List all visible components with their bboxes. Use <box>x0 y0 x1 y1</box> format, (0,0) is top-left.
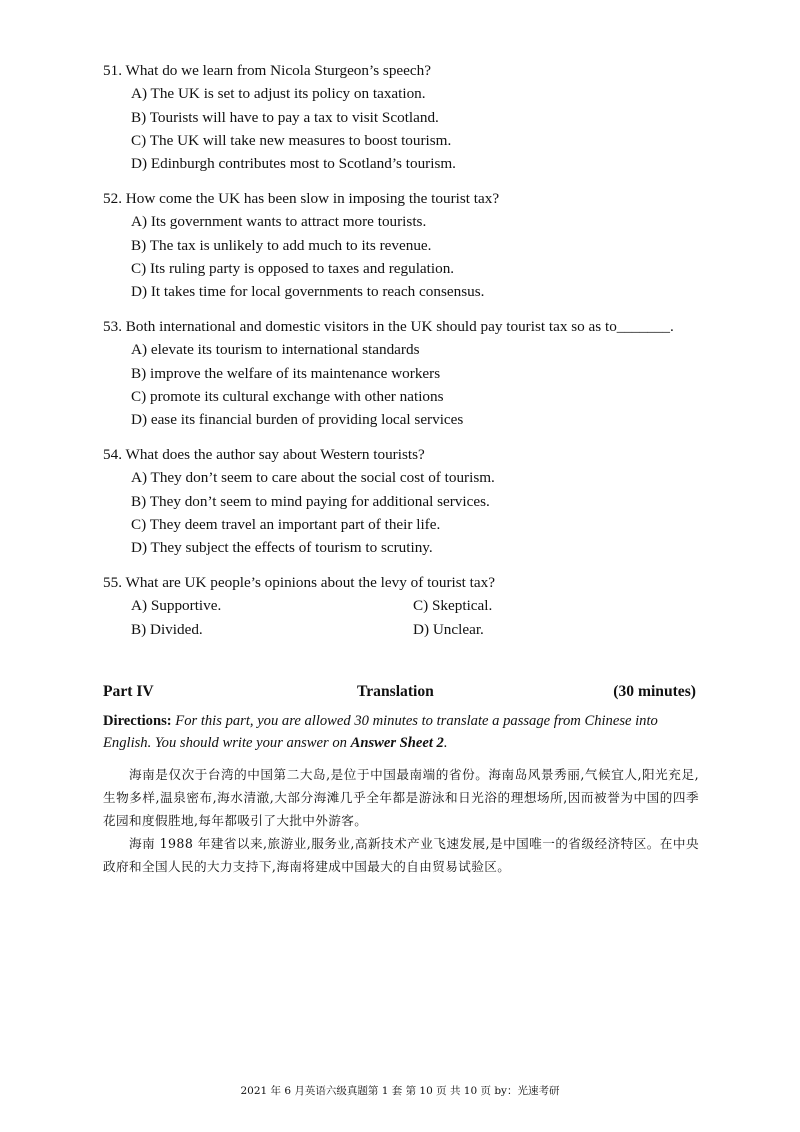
option-a: A) Supportive. <box>131 597 222 615</box>
directions-end: . <box>443 735 448 751</box>
option-b: B) The tax is unlikely to add much to its revenue. <box>131 236 432 254</box>
question-51 <box>103 59 456 175</box>
passage-paragraph-1: 海南是仅次于台湾的中国第二大岛,是位于中国最南端的省份。海南岛风景秀丽,气候宜人,阳光充足,生物多样,温泉密布,海水清澈,大部分海滩几乎全年都是游泳和日光浴的理想场所,因而被誉为中国的四季花园和度假胜地,每年都吸引了大批中外游客。 <box>103 767 699 828</box>
option-c: C) Skeptical. <box>413 597 493 615</box>
option-b: B) Divided. <box>131 620 203 638</box>
answer-sheet-ref: Answer Sheet 2 <box>350 735 444 751</box>
part-header <box>103 683 696 705</box>
question-stem: 51. What do we learn from Nicola Sturgeon’s speech? <box>103 62 431 79</box>
option-grid <box>103 594 613 641</box>
question-55 <box>103 571 613 641</box>
option-b: B) Tourists will have to pay a tax to visit Scotland. <box>131 108 439 126</box>
question-52 <box>103 187 499 303</box>
question-stem: 55. What are UK people’s opinions about the levy of tourist tax? <box>103 574 495 591</box>
directions <box>103 710 703 754</box>
question-54 <box>103 443 495 559</box>
directions-label: Directions: <box>103 713 172 729</box>
option-b: B) improve the welfare of its maintenance workers <box>131 364 441 382</box>
part-label: Part IV <box>103 683 154 700</box>
option-c: C) Its ruling party is opposed to taxes and regulation. <box>131 259 455 277</box>
option-a: A) elevate its tourism to international standards <box>131 341 420 359</box>
option-c: C) promote its cultural exchange with other nations <box>131 387 444 405</box>
option-c: C) The UK will take new measures to boost tourism. <box>131 131 452 149</box>
option-a: A) Its government wants to attract more tourists. <box>131 213 427 231</box>
question-53 <box>103 315 674 431</box>
question-stem: 53. Both international and domestic visitors in the UK should pay tourist tax so as to_______. <box>103 318 674 335</box>
directions-text: For this part, you are allowed 30 minutes to translate a passage from Chinese into English. You should write your answer on <box>103 713 658 751</box>
option-c: C) They deem travel an important part of their life. <box>131 515 441 533</box>
option-a: A) The UK is set to adjust its policy on taxation. <box>131 85 426 103</box>
option-d: D) They subject the effects of tourism to scrutiny. <box>131 539 433 557</box>
option-d: D) ease its financial burden of providing local services <box>131 411 464 429</box>
page-footer: 2021 年 6 月英语六级真题第 1 套 第 10 页 共 10 页 by：光速考研 <box>240 1085 560 1097</box>
passage-paragraph-2: 海南 1988 年建省以来,旅游业,服务业,高新技术产业飞速发展,是中国唯一的省级经济特区。在中央政府和全国人民的大力支持下,海南将建成中国最大的自由贸易试验区。 <box>103 836 699 874</box>
option-b: B) They don’t seem to mind paying for additional services. <box>131 492 490 510</box>
question-stem: 52. How come the UK has been slow in imposing the tourist tax? <box>103 190 500 207</box>
question-stem: 54. What does the author say about Western tourists? <box>103 446 425 463</box>
option-a: A) They don’t seem to care about the social cost of tourism. <box>131 469 495 487</box>
option-d: D) Edinburgh contributes most to Scotland’s tourism. <box>131 155 456 173</box>
part-title: Translation <box>357 683 434 700</box>
option-d: D) Unclear. <box>413 620 484 638</box>
option-d: D) It takes time for local governments to reach consensus. <box>131 283 485 301</box>
part-time: (30 minutes) <box>613 683 696 700</box>
